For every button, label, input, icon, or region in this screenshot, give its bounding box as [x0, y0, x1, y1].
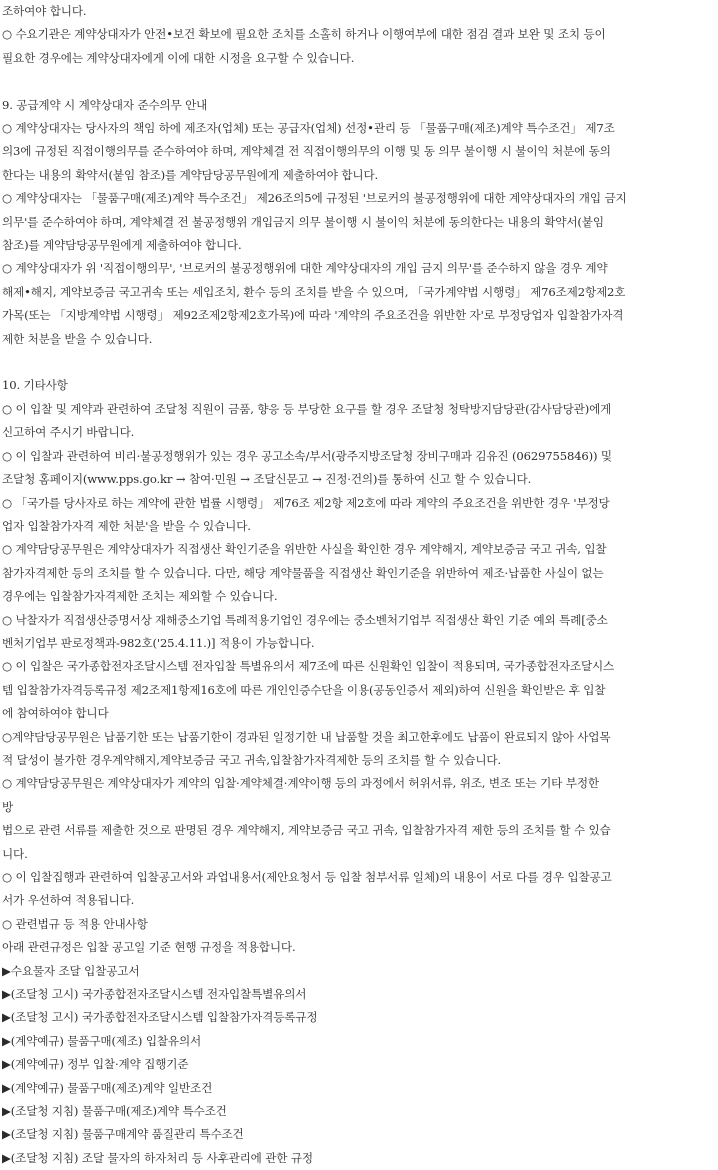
text-line: 에 참여하여야 합니다 — [2, 706, 109, 721]
section-9 — [2, 94, 712, 351]
section-10 — [2, 374, 712, 1170]
regulation-list-item: ▶수요물자 조달 입찰공고서 — [2, 963, 140, 978]
text-line: 벤처기업부 판로정책과-982호('25.4.11.)] 적용이 가능합니다. — [2, 635, 315, 650]
text-line: ○ 계약상대자가 위 '직접이행의무', '브로커의 불공정행위에 대한 계약상대자의 개입 금지 의무'를 준수하지 않을 경우 계약 — [2, 261, 608, 276]
text-line: 참가자격제한 등의 조치를 할 수 있습니다. 다만, 해당 계약물품을 직접생산 확인기준을 위반하여 제조·납품한 사실이 없는 — [2, 565, 604, 580]
text-line: 의3에 규정된 직접이행의무를 준수하여야 하며, 계약체결 전 직접이행의무의 이행 및 동 의무 불이행 시 불이익 처분에 동의 — [2, 144, 611, 159]
text-line: 적 달성이 불가한 경우계약해지,계약보증금 국고 귀속,입찰참가자격제한 등의 조치를 할 수 있습니다. — [2, 752, 501, 767]
text-line: 가목(또는 「지방계약법 시행령」 제92조제2항제2호가목)에 따라 '계약의 주요조건을 위반한 자'로 부정당업자 입찰참가자격 — [2, 308, 624, 323]
regulation-list-item: ▶(조달청 고시) 국가종합전자조달시스템 전자입찰특별유의서 — [2, 987, 307, 1002]
text-line: 필요한 경우에는 계약상대자에게 이에 대한 시정을 요구할 수 있습니다. — [2, 50, 355, 65]
applicable-rules-heading: ○ 관련법규 등 적용 안내사항 — [2, 916, 148, 931]
text-line: ○ 이 입찰은 국가종합전자조달시스템 전자입찰 특별유의서 제7조에 따른 신원확인 입찰이 적용되며, 국가종합전자조달시스 — [2, 659, 615, 674]
regulation-list-item: ▶(조달청 지침) 물품구매계약 품질관리 특수조건 — [2, 1127, 244, 1142]
text-line: 니다. — [2, 846, 28, 861]
text-line: 서가 우선하여 적용됩니다. — [2, 893, 135, 908]
spacer — [2, 351, 712, 374]
section-9-title: 9. 공급계약 시 계약상대자 준수의무 안내 — [2, 97, 208, 112]
regulation-list-item: ▶(계약예규) 정부 입찰·계약 집행기준 — [2, 1057, 189, 1072]
regulation-list-item: ▶(계약예규) 물품구매(제조) 입찰유의서 — [2, 1033, 202, 1048]
text-line: ○ 낙찰자가 직접생산증명서상 재해중소기업 특례적용기업인 경우에는 중소벤처기업부 직접생산 확인 기준 예외 특례[중소 — [2, 612, 608, 627]
applicable-rules-note: 아래 관련규정은 입찰 공고일 기준 현행 규정을 적용합니다. — [2, 940, 296, 955]
regulation-list-item: ▶(조달청 고시) 국가종합전자조달시스템 입찰참가자격등록규정 — [2, 1010, 318, 1025]
text-line: 참조)를 계약담당공무원에게 제출하여야 합니다. — [2, 238, 242, 253]
text-line: 의무'를 준수하여야 하며, 계약체결 전 불공정행위 개입금지 의무 불이행 시 불이익 처분에 동의한다는 내용의 확약서(붙임 — [2, 214, 604, 229]
text-line: 해제•해지, 계약보증금 국고귀속 또는 세입조치, 환수 등의 조치를 받을 수 있으며, 「국가계약법 시행령」 제76조제2항제2호 — [2, 284, 626, 299]
text-line: 조달청 홈페이지(www.pps.go.kr → 참여·민원 → 조달신문고 → 진정·건의)를 통하여 신고 할 수 있습니다. — [2, 472, 532, 487]
text-line: ○ 계약담당공무원은 계약상대자가 계약의 입찰·계약체결·계약이행 등의 과정에서 허위서류, 위조, 변조 또는 기타 부정한 — [2, 776, 599, 791]
spacer — [2, 70, 712, 93]
text-line: 신고하여 주시기 바랍니다. — [2, 425, 135, 440]
text-line: ○ 이 입찰과 관련하여 비리·불공정행위가 있는 경우 공고소속/부서(광주지방조달청 장비구매과 김유진 (0629755846)) 및 — [2, 448, 612, 463]
text-line: 방 — [2, 799, 14, 814]
regulation-list-item: ▶(계약예규) 물품구매(제조)계약 일반조건 — [2, 1080, 213, 1095]
text-line: ○ 이 입찰 및 계약과 관련하여 조달청 직원이 금품, 향응 등 부당한 요구를 할 경우 조달청 청탁방지담당관(감사담당관)에게 — [2, 401, 612, 416]
text-line: ○ 계약상대자는 「물품구매(제조)계약 특수조건」 제26조의5에 규정된 '브로커의 불공정행위에 대한 계약상대자의 개입 금지 — [2, 191, 627, 206]
regulation-list-item: ▶(조달청 지침) 조달 물자의 하자처리 등 사후관리에 관한 규정 — [2, 1150, 313, 1165]
regulation-list-item: ▶(조달청 지침) 물품구매(제조)계약 특수조건 — [2, 1104, 227, 1119]
text-line: ○ 「국가를 당사자로 하는 계약에 관한 법률 시행령」 제76조 제2항 제2호에 따라 계약의 주요조건을 위반한 경우 '부정당 — [2, 495, 610, 510]
text-line: 업자 입찰참가자격 제한 처분'을 받을 수 있습니다. — [2, 518, 251, 533]
text-line: ○ 계약상대자는 당사자의 책임 하에 제조자(업체) 또는 공급자(업체) 선정•관리 등 「물품구매(제조)계약 특수조건」 제7조 — [2, 121, 615, 136]
text-line: 경우에는 입찰참가자격제한 조치는 제외할 수 있습니다. — [2, 589, 278, 604]
section-10-title: 10. 기타사항 — [2, 378, 68, 393]
text-line: ○ 이 입찰집행과 관련하여 입찰공고서와 과업내용서(제안요청서 등 입찰 첨부서류 일체)의 내용이 서로 다를 경우 입찰공고 — [2, 870, 612, 884]
text-line: ○ 수요기관은 계약상대자가 안전•보건 확보에 필요한 조치를 소홀히 하거나 이행여부에 대한 점검 결과 보완 및 조치 등이 — [2, 27, 606, 42]
text-line: ○계약담당공무원은 납품기한 또는 납품기한이 경과된 일정기한 내 납품할 것을 최고한후에도 납품이 완료되지 않아 사업목 — [2, 729, 611, 744]
intro-block — [2, 0, 712, 70]
text-line: 제한 처분을 받을 수 있습니다. — [2, 331, 153, 346]
text-line: 템 입찰참가자격등록규정 제2조제1항제16호에 따른 개인인증수단을 이용(공동인증서 제외)하여 신원을 확인받은 후 입찰 — [2, 682, 606, 697]
text-line: 법으로 관련 서류를 제출한 것으로 판명된 경우 계약해지, 계약보증금 국고 귀속, 입찰참가자격 제한 등의 조치를 할 수 있습 — [2, 823, 611, 838]
text-line: ○ 계약담당공무원은 계약상대자가 직접생산 확인기준을 위반한 사실을 확인한 경우 계약해지, 계약보증금 국고 귀속, 입찰 — [2, 542, 607, 557]
text-line: 한다는 내용의 확약서(붙임 참조)를 계약담당공무원에게 제출하여야 합니다. — [2, 167, 379, 182]
text-line: 조하여야 합니다. — [2, 4, 87, 18]
